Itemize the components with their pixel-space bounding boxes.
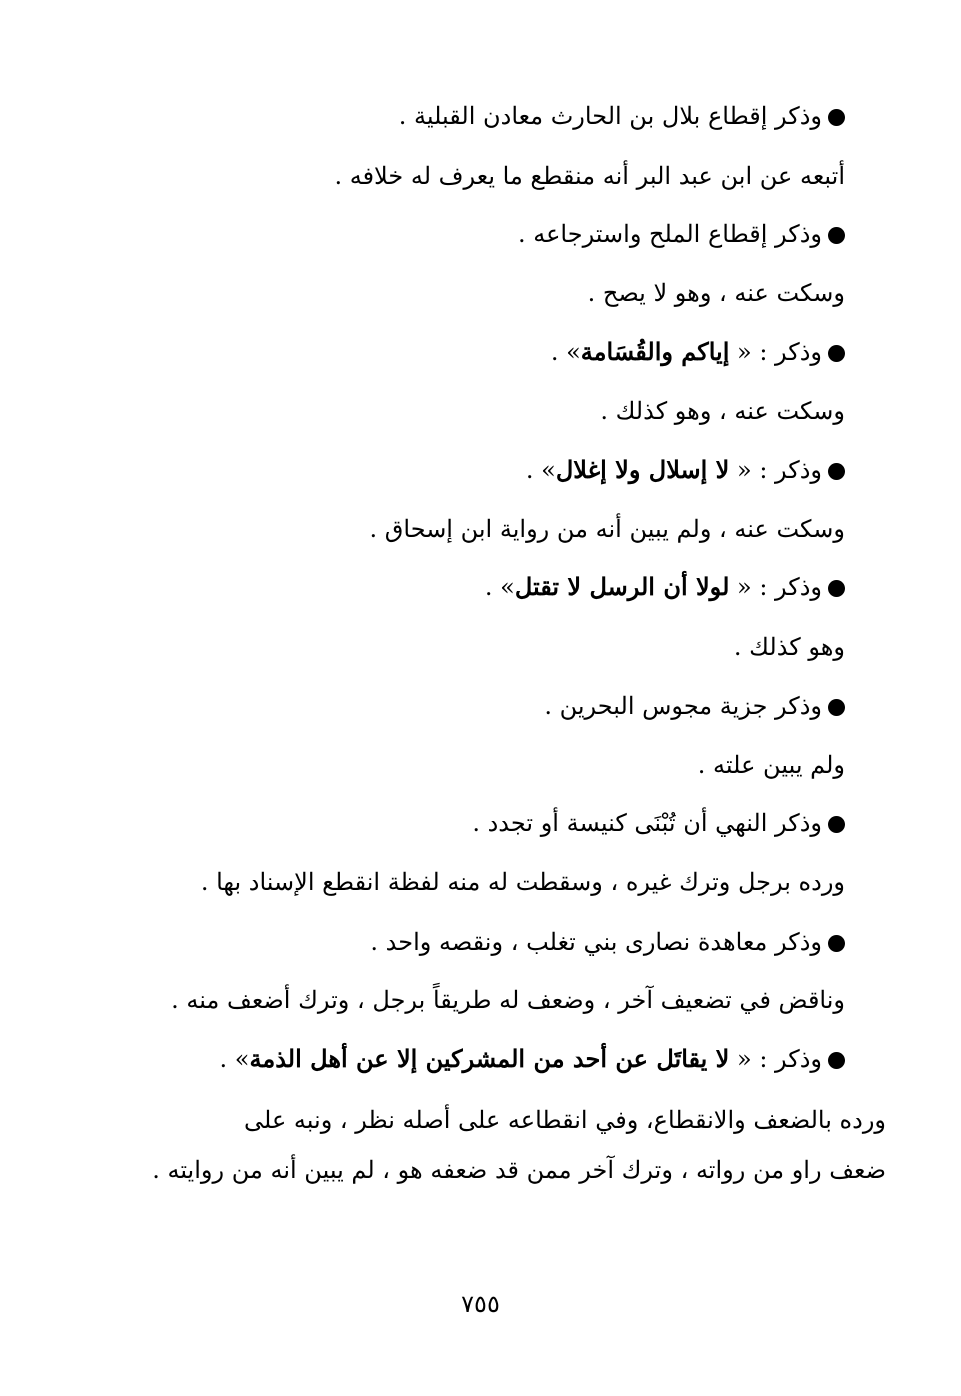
entry-text: وسكت عنه ، وهو كذلك . [600,397,845,425]
entry-suffix: » . [525,456,556,484]
entry-prefix: وذكر : « [737,456,822,484]
bullet-icon [828,935,845,952]
entry-comment [370,509,845,549]
entry-comment [181,1100,886,1140]
entry-comment [334,156,845,196]
bullet-icon [828,816,845,833]
entry-bullet [472,803,845,843]
entry-comment [588,273,845,313]
entry-text: أتبعه عن ابن عبد البر أنه منقطع ما يعرف له خلافه . [334,162,845,190]
entry-suffix: » . [550,338,581,366]
bullet-icon [828,1052,845,1069]
entry-prefix: وذكر : « [737,1045,822,1073]
bullet-icon [828,227,845,244]
entry-text: وسكت عنه ، وهو لا يصح . [587,279,845,307]
bullet-icon [828,109,845,126]
entry-bullet [399,96,845,136]
entry-bullet [544,686,845,726]
entry-comment [734,627,845,667]
entry-bullet [526,450,845,490]
entry-comment [201,862,845,902]
bullet-icon [828,699,845,716]
entry-prefix: وذكر : « [737,338,822,366]
entry-text: وسكت عنه ، ولم يبين أنه من رواية ابن إسحاق . [369,515,845,543]
entry-comment [600,391,845,431]
entry-text: ولم يبين علته . [697,751,845,779]
entry-bullet [518,214,845,254]
entry-text: وذكر معاهدة نصارى بني تغلب ، ونقصه واحد . [370,928,822,956]
entry-text: وذكر النهي أن تُبْنَى كنيسة أو تجدد . [472,809,822,837]
entry-text: وذكر إقطاع الملح واسترجاعه . [517,220,822,248]
bullet-icon [828,580,845,597]
entry-text: وذكر جزية مجوس البحرين . [544,692,822,720]
hadith-text: لا إسلال ولا إغلال [555,455,730,484]
entry-text: وذكر إقطاع بلال بن الحارث معادن القبلية . [398,102,822,130]
entry-text: وناقض في تضعيف آخر ، وضعف له طريقاً برجل ، وترك أضعف منه . [171,986,845,1014]
entry-comment [171,980,845,1020]
page-number: ٧٥٥ [461,1290,500,1318]
entry-bullet [485,567,845,607]
entry-bullet [220,1039,845,1079]
entry-text: ورده بالضعف والانقطاع، وفي انقطاعه على أصله نظر ، ونبه على [244,1106,886,1134]
entry-text: ضعف راو من رواته ، وترك آخر ممن قد ضعفه هو ، لم يبين أنه من روايته . [152,1156,886,1184]
entry-suffix: » . [219,1045,250,1073]
entry-bullet [370,922,845,962]
entry-prefix: وذكر : « [737,573,822,601]
hadith-text: إياكم والقُسَامة [580,337,730,366]
entry-bullet [551,332,845,372]
entry-comment [698,745,845,785]
entry-comment-continuation [152,1150,886,1190]
bullet-icon [828,345,845,362]
hadith-text: لولا أن الرسل لا تقتل [514,572,730,601]
entry-suffix: » . [484,573,515,601]
hadith-text: لا يقاتَل عن أحد من المشركين إلا عن أهل الذمة [249,1044,730,1073]
entry-text: وهو كذلك . [733,633,845,661]
bullet-icon [828,463,845,480]
entry-text: ورده برجل وترك غيره ، وسقطت له منه لفظة انقطع الإسناد بها . [200,868,845,896]
